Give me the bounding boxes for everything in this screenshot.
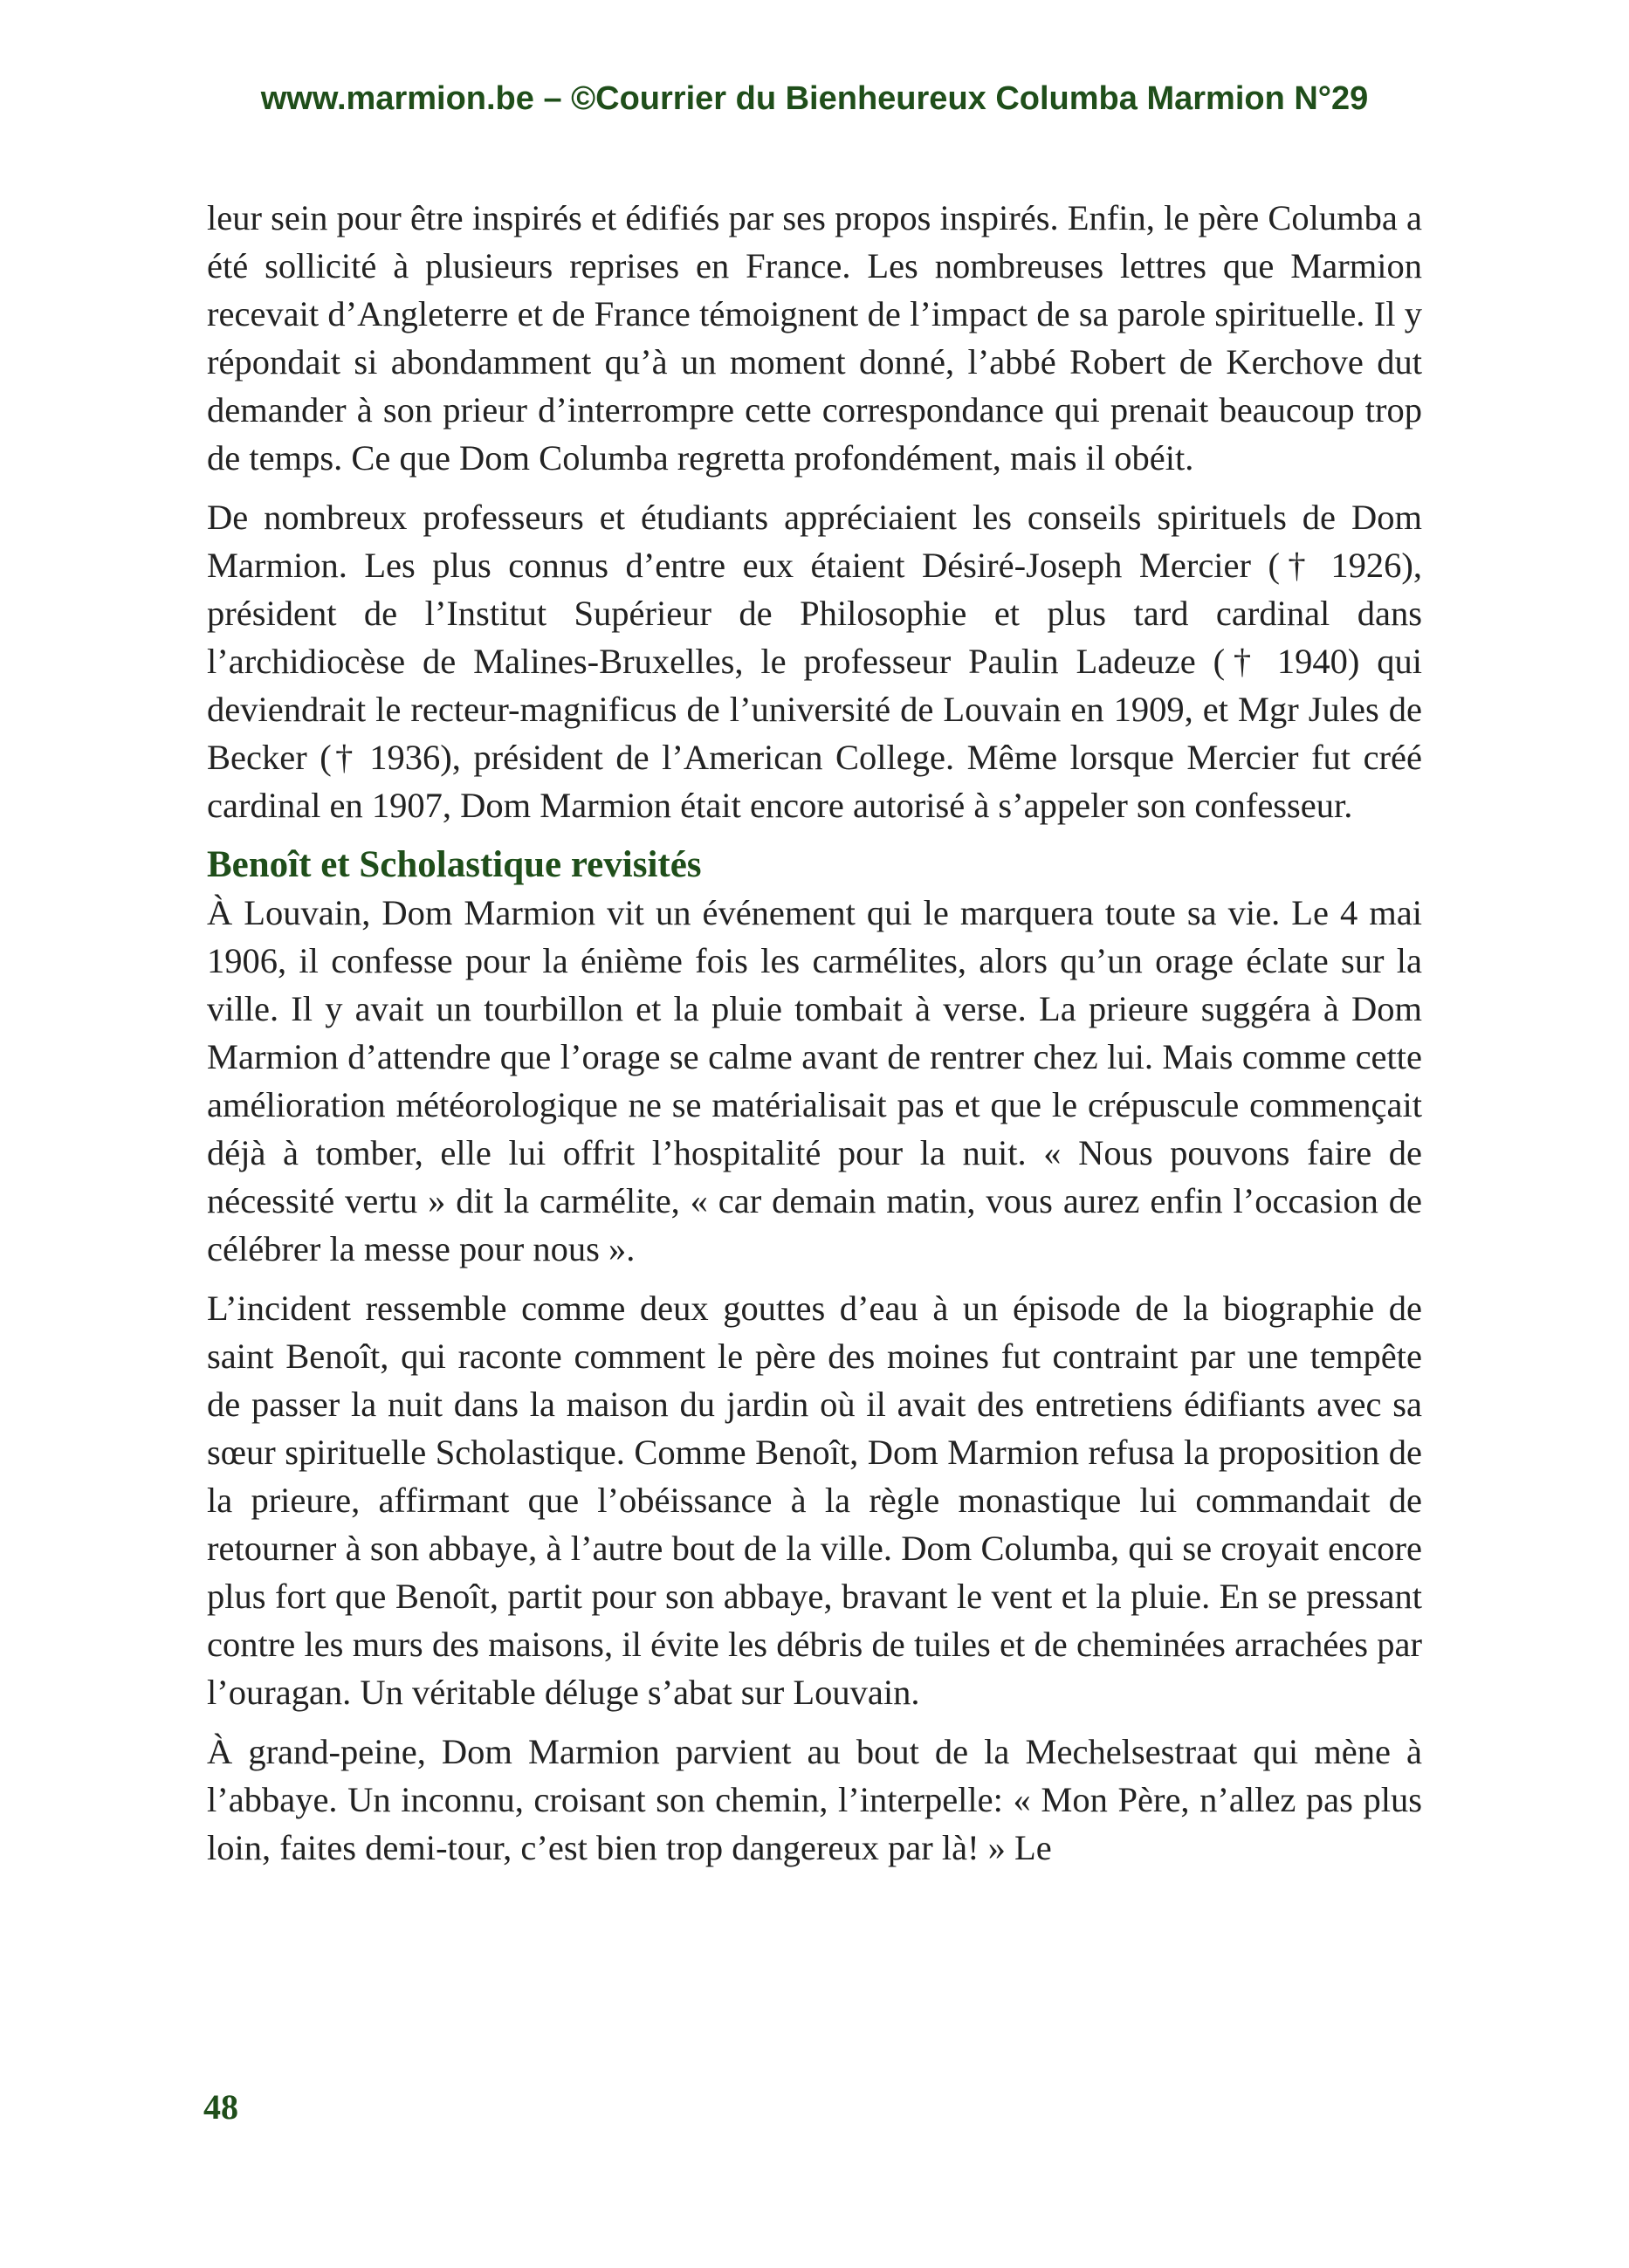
paragraph: leur sein pour être inspirés et édifiés par ses propos inspirés. Enfin, le père Columba a été sollicité à plusieurs reprises en France. Les nombreuses lettres que Marmion recevait d’Angleterre et de France témoignent de l’impact de sa parole spirituelle. Il y répondait si abondamment qu’à un moment donné, l’abbé Robert de Kerchove dut demander à son prieur d’interrompre cette correspondance qui prenait beaucoup trop de temps. Ce que Dom Columba regretta profondément, mais il obéit. xyxy=(207,198,1422,478)
paragraph: À Louvain, Dom Marmion vit un événement qui le marquera toute sa vie. Le 4 mai 1906, il confesse pour la énième fois les carmélites, alors qu’un orage éclate sur la ville. Il y avait un tourbillon et la pluie tombait à verse. La prieure suggéra à Dom Marmion d’attendre que l’orage se calme avant de rentrer chez lui. Mais comme cette amélioration météorologique ne se matérialisait pas et que le crépuscule commençait déjà à tomber, elle lui offrit l’hospitalité pour la nuit. « Nous pouvons faire de nécessité vertu » dit la carmélite, « car demain matin, vous aurez enfin l’occasion de célébrer la messe pour nous ». xyxy=(207,893,1422,1268)
paragraph: L’incident ressemble comme deux gouttes d’eau à un épisode de la biographie de saint Benoît, qui raconte comment le père des moines fut contraint par une tempête de passer la nuit dans la maison du jardin où il avait des entretiens édifiants avec sa sœur spirituelle Scholastique. Comme Benoît, Dom Marmion refusa la proposition de la prieure, affirmant que l’obéissance à la règle monastique lui commandait de retourner à son abbaye, à l’autre bout de la ville. Dom Columba, qui se croyait encore plus fort que Benoît, partit pour son abbaye, bravant le vent et la pluie. En se pressant contre les murs des maisons, il évite les débris de tuiles et de cheminées arrachées par l’ouragan. Un véritable déluge s’abat sur Louvain. xyxy=(207,1289,1422,1712)
section-heading: Benoît et Scholastique revisités xyxy=(207,844,702,885)
page-number: 48 xyxy=(203,2087,238,2127)
page-content xyxy=(207,194,1422,1883)
page-header: www.marmion.be – ©Courrier du Bienheureux Columba Marmion N°29 xyxy=(260,80,1369,117)
paragraph: À grand-peine, Dom Marmion parvient au bout de la Mechelsestraat qui mène à l’abbaye. Un inconnu, croisant son chemin, l’interpelle: « Mon Père, n’allez pas plus loin, faites demi-tour, c’est bien trop dangereux par là! » Le xyxy=(207,1732,1422,1867)
paragraph: De nombreux professeurs et étudiants appréciaient les conseils spirituels de Dom Marmion. Les plus connus d’entre eux étaient Désiré-Joseph Mercier († 1926), président de l’Institut Supérieur de Philosophie et plus tard cardinal dans l’archidiocèse de Malines-Bruxelles, le professeur Paulin Ladeuze († 1940) qui deviendrait le recteur-magnificus de l’université de Louvain en 1909, et Mgr Jules de Becker († 1936), président de l’American College. Même lorsque Mercier fut créé cardinal en 1907, Dom Marmion était encore autorisé à s’appeler son confesseur. xyxy=(207,498,1422,825)
